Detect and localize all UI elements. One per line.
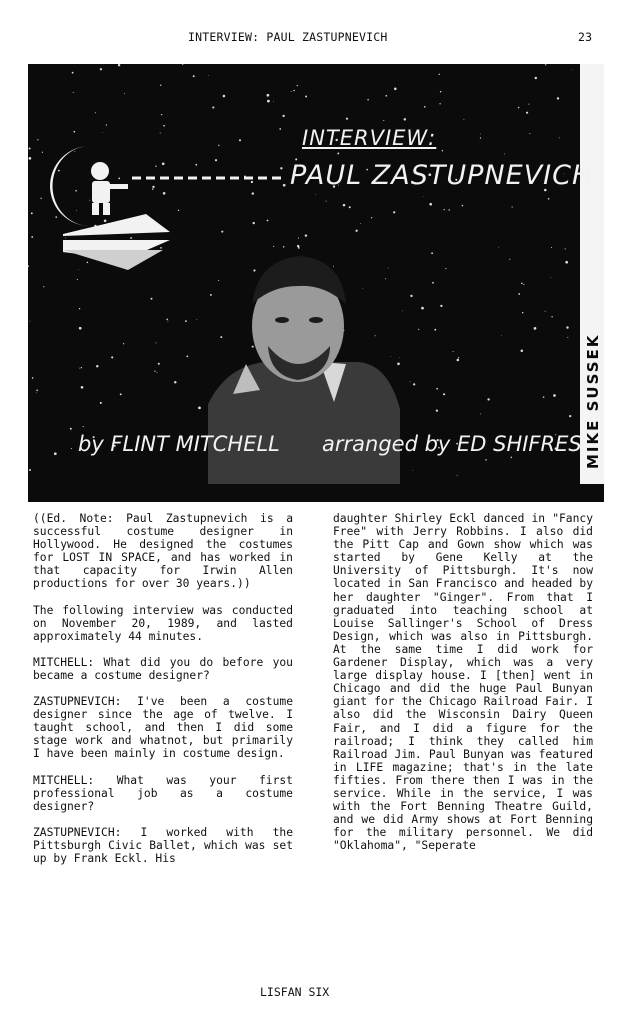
star [160, 247, 162, 249]
star [333, 266, 334, 267]
star [360, 223, 361, 224]
star [104, 219, 107, 222]
star [553, 394, 556, 397]
star [79, 308, 80, 309]
star [76, 210, 77, 211]
star [444, 209, 445, 210]
paragraph: The following interview was conducted on November 20, 1989, and lasted approximately 44 minutes. [33, 603, 293, 643]
star [174, 381, 176, 383]
star [410, 381, 411, 382]
star [397, 362, 400, 365]
star [29, 157, 32, 160]
star [529, 133, 530, 134]
star [72, 72, 74, 74]
star [297, 245, 299, 247]
star [480, 137, 481, 138]
paragraph: MITCHELL: What was your first professional job as a costume designer? [33, 773, 293, 813]
star [551, 247, 552, 248]
star [293, 90, 294, 91]
star [267, 100, 270, 103]
star [346, 118, 348, 120]
star [565, 248, 566, 249]
star [543, 396, 545, 398]
star [521, 349, 524, 352]
star [43, 286, 44, 287]
interviewee-name: PAUL ZASTUPNEVICH [290, 160, 594, 191]
star [154, 370, 155, 371]
star [439, 74, 440, 75]
star [421, 307, 424, 310]
star [196, 319, 197, 320]
star [393, 211, 395, 213]
star [267, 94, 270, 97]
star [29, 469, 31, 471]
star [383, 120, 384, 121]
running-title: INTERVIEW: PAUL ZASTUPNEVICH [188, 30, 388, 44]
page-number: 23 [578, 30, 593, 44]
star [32, 377, 34, 379]
star [279, 128, 281, 130]
star [81, 367, 82, 368]
star [410, 295, 412, 297]
star [253, 269, 255, 271]
interview-label: INTERVIEW: [302, 126, 437, 150]
star [78, 269, 79, 270]
star [58, 170, 60, 172]
star [151, 298, 153, 300]
star [343, 204, 346, 207]
star [267, 220, 269, 222]
star [283, 184, 286, 187]
star [178, 210, 179, 211]
star [439, 103, 440, 104]
star [548, 198, 550, 200]
star [111, 356, 113, 358]
star [223, 95, 226, 98]
astronaut-icon [91, 162, 128, 215]
star [70, 428, 72, 430]
star [95, 112, 96, 113]
star [375, 335, 376, 336]
paragraph: ZASTUPNEVICH: I worked with the Pittsburgh Civic Ballet, which was set up by Frank Eckl. His [33, 825, 293, 865]
star [526, 112, 528, 114]
star [462, 205, 463, 206]
star [118, 64, 120, 66]
star [521, 282, 523, 284]
star [30, 321, 31, 322]
star [160, 85, 161, 86]
star [218, 145, 219, 146]
star [31, 236, 33, 238]
star [37, 139, 38, 140]
star [273, 246, 274, 247]
star [545, 64, 546, 65]
star [65, 237, 66, 238]
star [509, 259, 510, 260]
star [431, 252, 433, 254]
star [522, 312, 523, 313]
star [385, 278, 386, 279]
spaceship-icon [63, 214, 170, 270]
star [221, 231, 223, 233]
star [42, 152, 43, 153]
paragraph: ZASTUPNEVICH: I've been a costume designer since the age of twelve. I taught school, and then I did some stage work and whatnot, but primarily I have been mainly in costume design. [33, 695, 293, 761]
star [385, 95, 387, 97]
star [73, 131, 75, 133]
crescent-moon-icon [50, 146, 90, 226]
star [239, 139, 241, 141]
page-header [0, 30, 636, 48]
star [429, 203, 432, 206]
star [130, 237, 132, 239]
star [75, 190, 77, 192]
author-byline: by FLINT MITCHELL [78, 432, 280, 456]
star [391, 356, 392, 357]
star [535, 77, 537, 79]
star [280, 167, 282, 169]
star [283, 246, 284, 247]
star [534, 327, 537, 330]
star [557, 97, 559, 99]
star [102, 132, 103, 133]
star [566, 326, 568, 328]
editor-note: ((Ed. Note: Paul Zastupnevich is a successful costume designer in Hollywood. He designed the costumes for LOST IN SPACE, and has worked in that capacity for Irwin Allen productions for over 30 years.)) [33, 512, 293, 591]
star [305, 96, 307, 98]
star [480, 134, 481, 135]
star [402, 311, 403, 312]
star [362, 288, 363, 289]
star [399, 357, 400, 358]
star [434, 329, 436, 331]
paragraph: daughter Shirley Eckl danced in "Fancy Free" with Jerry Robbins. I also did the Pitt Cap and Gown show which was started by Gene Kelly at the University of Pittsburgh. It's now located in San Francisco and headed by her daughter "Ginger". From that I graduated into teaching school at Louise Sallinger's School of Dress Design, which was also in Pittsburgh. At the same time I did work for Gardener Display, which was a very large display house. I [then] went in Chicago and did the huge Paul Bunyan giant for the Chicago Railroad Fair. I also did the Wisconsin Dairy Queen Fair, and I did a figure for the railroad; I think they called him Railroad Jim. Paul Bunyan was featured in LIFE magazine; that's in the late fifties. From there then I was in the service. While in the service, I was with the Fort Benning Theatre Guild, and we did Army shows at Fort Benning for the military personnel. We did "Oklahoma", "Seperate [333, 512, 593, 853]
arranged-by: arranged by ED SHIFRES [322, 432, 582, 456]
star [195, 164, 197, 166]
star [523, 284, 524, 285]
star [167, 321, 168, 322]
star [326, 201, 327, 202]
star [518, 107, 520, 109]
star [551, 316, 552, 317]
star [215, 159, 217, 161]
star [440, 91, 441, 92]
star [551, 277, 552, 278]
star [355, 230, 357, 232]
star [198, 407, 201, 410]
star [565, 261, 568, 264]
star [449, 209, 450, 210]
star [453, 351, 454, 352]
star [163, 192, 166, 195]
star [79, 368, 80, 369]
star [156, 342, 157, 343]
star [504, 153, 505, 154]
star [157, 372, 158, 373]
star [349, 206, 351, 208]
star [100, 68, 102, 70]
star [74, 151, 75, 152]
star [291, 91, 292, 92]
star [423, 196, 424, 197]
star [252, 346, 254, 348]
star [424, 106, 426, 108]
star [436, 388, 438, 390]
star [186, 356, 188, 358]
star [81, 386, 84, 389]
star [367, 99, 368, 100]
star [498, 247, 499, 248]
right-column [333, 512, 593, 865]
star [545, 311, 546, 312]
artist-credit: MIKE SUSSEK [584, 333, 602, 469]
star [528, 104, 529, 105]
star [89, 200, 90, 201]
star [457, 359, 460, 362]
star [73, 92, 74, 93]
star [163, 125, 165, 127]
star [480, 413, 481, 414]
star [518, 293, 520, 295]
star [71, 448, 72, 449]
star [123, 343, 124, 344]
star [252, 192, 254, 194]
paragraph: MITCHELL: What did you do before you became a costume designer? [33, 655, 293, 682]
star [457, 475, 458, 476]
star [106, 124, 107, 125]
star [432, 282, 434, 284]
star [218, 280, 219, 281]
star [152, 188, 153, 189]
star [436, 409, 438, 411]
star [371, 217, 372, 218]
title-illustration [28, 64, 604, 502]
star [463, 119, 464, 120]
star [120, 393, 122, 395]
star [77, 279, 78, 280]
star [208, 75, 209, 76]
star [501, 335, 502, 336]
star [118, 178, 120, 180]
star [404, 118, 406, 120]
star [413, 383, 415, 385]
star [569, 415, 571, 417]
star [443, 393, 445, 395]
star [36, 392, 37, 393]
star [212, 106, 214, 108]
star [152, 186, 154, 188]
star [298, 238, 299, 239]
star [273, 101, 274, 102]
star [161, 114, 162, 115]
star [572, 70, 573, 71]
star [251, 181, 253, 183]
star [87, 262, 89, 264]
star [182, 64, 184, 65]
star [337, 152, 339, 154]
star [458, 357, 459, 358]
star [305, 234, 307, 236]
star [282, 115, 284, 117]
star [485, 459, 486, 460]
star [298, 247, 300, 249]
left-column [33, 512, 293, 878]
star [388, 268, 389, 269]
star [559, 137, 560, 138]
star [412, 470, 413, 471]
star [31, 212, 33, 214]
star [54, 452, 57, 455]
star [418, 329, 419, 330]
star [185, 320, 187, 322]
star [40, 198, 41, 199]
star [297, 85, 298, 86]
star [193, 75, 195, 77]
star [487, 398, 489, 400]
star [79, 327, 82, 330]
star [166, 319, 168, 321]
star [83, 426, 84, 427]
star [567, 337, 568, 338]
star [442, 150, 443, 151]
star [155, 165, 156, 166]
star [158, 363, 160, 365]
star [210, 294, 212, 296]
star [220, 336, 222, 338]
star [160, 133, 161, 134]
star [394, 88, 397, 91]
page-footer: LISFAN SIX [260, 985, 330, 999]
star [445, 268, 446, 269]
star [162, 162, 165, 165]
star [511, 457, 512, 458]
star [36, 390, 38, 392]
star [512, 206, 513, 207]
star [315, 194, 316, 195]
star [124, 93, 125, 94]
star [253, 222, 255, 224]
star [55, 216, 57, 218]
star [28, 265, 29, 267]
star [100, 402, 102, 404]
star [96, 365, 98, 367]
star [29, 148, 31, 150]
star [440, 305, 442, 307]
